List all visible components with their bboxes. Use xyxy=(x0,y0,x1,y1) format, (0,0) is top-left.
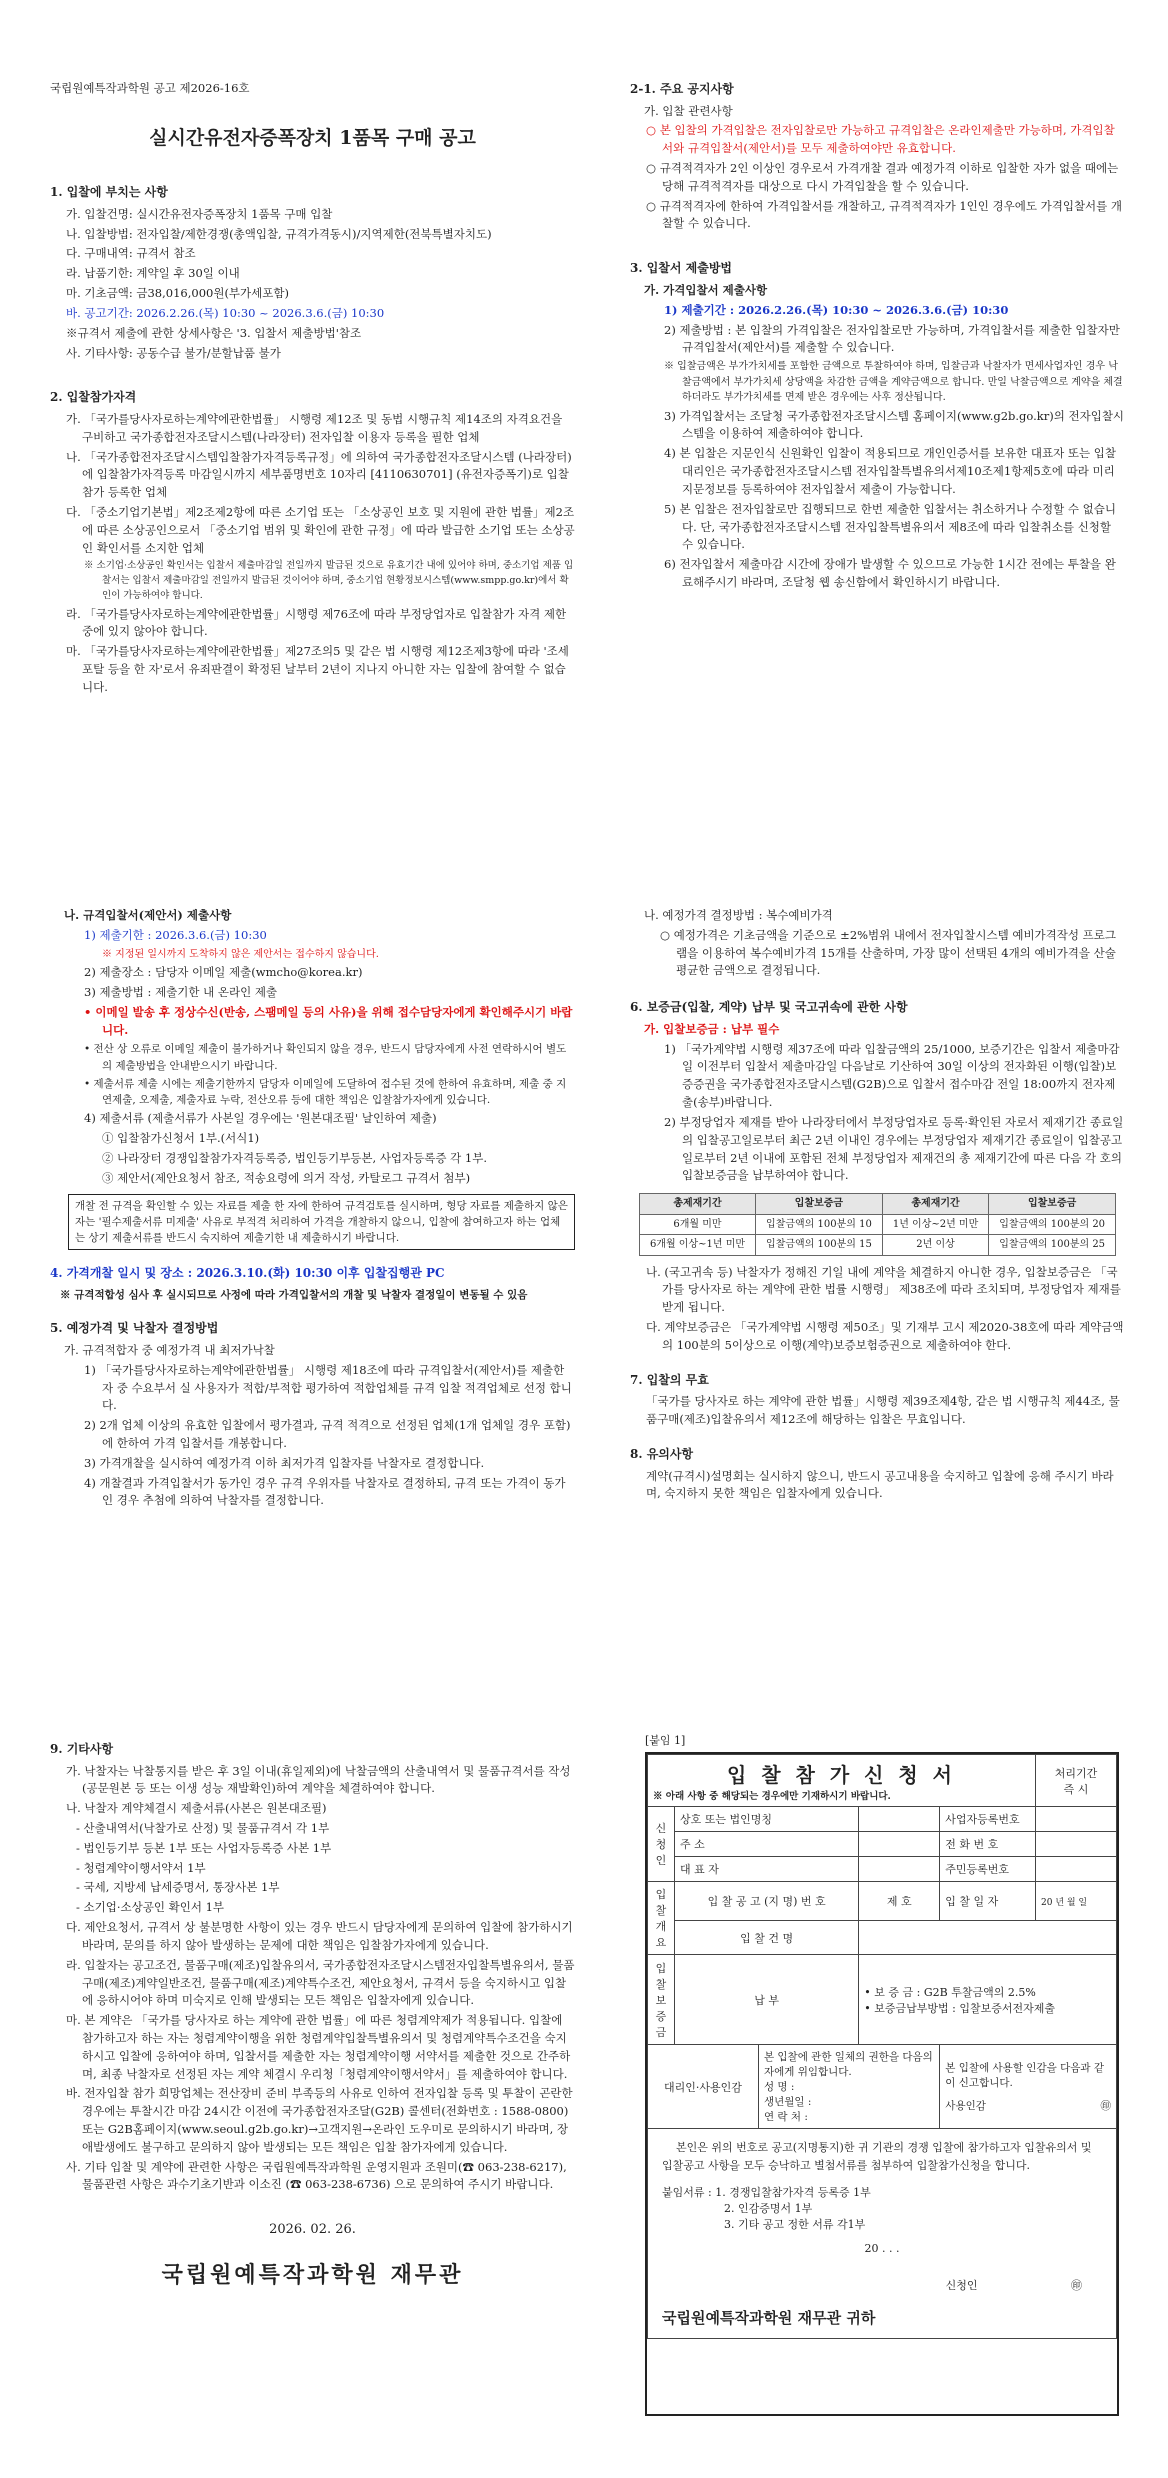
p3-item: 1) 제출기한 : 2026.3.6.(금) 10:30 xyxy=(84,927,267,942)
form-date: 20 . . . xyxy=(864,2242,900,2256)
s9-doc: - 법인등기부 등본 1부 또는 사업자등록증 사본 1부 xyxy=(76,1840,332,1855)
deposit-info xyxy=(859,1955,1117,2045)
agent-text: 본 입찰에 관한 일체의 권한을 다음의 자에게 위임합니다. xyxy=(763,2051,933,2078)
form-label: 대 표 자 xyxy=(675,1857,859,1882)
s6-after: 나. (국고귀속 등) 낙찰자가 정해진 기일 내에 계약을 체결하지 아니한 경우, 입찰보증금은 「국가를 당사자로 하는 계약에 관한 법률 시행령」 제38조에 따라 조치되며, 부정당업자 제재를 받게 됩니다. xyxy=(646,1264,1121,1315)
s9-doc: - 소기업·소상공인 확인서 1부 xyxy=(76,1900,225,1915)
table-cell: 1년 이상~2년 미만 xyxy=(882,1214,988,1235)
p3-note: ※ 지정된 일시까지 도착하지 않은 제안서는 접수하지 않습니다. xyxy=(102,948,379,960)
deposit-line: • 보증금납부방법 : 입찰보증서전자제출 xyxy=(864,2001,1055,2015)
p3-sub: 나. 규격입찰서(제안서) 제출사항 xyxy=(64,908,232,922)
form-note: ※ 아래 사항 중 해당되는 경우에만 기재하시기 바랍니다. xyxy=(653,1791,891,1802)
section-1-heading: 1. 입찰에 부치는 사항 xyxy=(50,185,168,200)
s2-note: ※ 소기업·소상공인 확인서는 입찰서 제출마감일 전일까지 발급된 것으로 유효기간 내에 있어야 하며, 중소기업 제품 입찰서는 입찰서 제출마감일 전일까지 발급된 것이어야 하며, 중소기업 현황정보시스템(www.smpp.go.kr)에서 확인이 가능하여야 합니다. xyxy=(84,560,574,601)
form-field[interactable] xyxy=(859,1807,940,1832)
applicant-label: 신청인 xyxy=(945,2279,978,2293)
s9-doc: - 국세, 지방세 납세증명서, 통장사본 1부 xyxy=(76,1880,280,1895)
p3-bullet: • 제출서류 제출 시에는 제출기한까지 담당자 이메일에 도달하여 접수된 것에 한하여 유효하며, 제출 중 지연제출, 오제출, 제출자료 누락, 전산오류 등에 대한 책임은 입찰참가자에게 있습니다. xyxy=(84,1077,567,1107)
applicant-seal: ㊞ xyxy=(1071,2279,1082,2293)
section-2-1-heading: 2-1. 주요 공지사항 xyxy=(630,82,734,96)
s2-item: 다. 「중소기업기본법」제2조제2항에 따른 소기업 또는 「소상공인 보호 및 지원에 관한 법률」제2조에 따른 소상공인으로서 「중소기업 범위 및 확인에 관한 규정」에 따라 발급한 소기업 또는 소상공인 확인서를 소지한 업체 xyxy=(66,505,575,555)
agent-cell xyxy=(758,2045,939,2129)
section-4-heading: 4. 가격개찰 일시 및 장소 : 2026.3.10.(화) 10:30 이후 입찰집행관 PC xyxy=(50,1266,445,1281)
sanction-table xyxy=(639,1193,1116,1256)
page-3 xyxy=(50,905,575,1512)
s2-item: 나. 「국가종합전자조달시스템입찰참가자격등록규정」에 의하여 국가종합전자조달시스템 (나라장터)에 입찰참가자격등록 마감일시까지 세부품명번호 10자리 [4110630701] (유전자증폭기)로 입찰참가 등록한 업체 xyxy=(66,449,572,500)
period-cell xyxy=(1036,1755,1117,1807)
table-cell: 입찰금액의 100분의 25 xyxy=(989,1235,1116,1256)
s8-text: 계약(규격시)설명회는 실시하지 않으니, 반드시 공고내용을 숙지하고 입찰에 응해 주시기 바라며, 숙지하지 못한 책임은 입찰자에게 있습니다. xyxy=(646,1468,1114,1501)
deposit-label: 입찰보증금 xyxy=(648,1955,675,2045)
s9-doc: - 청렴계약이행서약서 1부 xyxy=(76,1860,206,1875)
s3-item: 4) 본 입찰은 지문인식 신원확인 입찰이 적용되므로 개인인증서를 보유한 대표자 또는 입찰대리인은 국가종합전자조달시스템 전자입찰특별유의서제10조제1항제5호에 따라 미리 지문정보를 등록하여야 전자입찰서 제출이 가능합니다. xyxy=(664,446,1116,496)
s5-item: 1) 「국가를당사자로하는계약에관한법률」 시행령 제18조에 따라 규격입찰서(제안서)를 제출한 자 중 수요부서 실 사용자가 적합/부적합 평가하여 적합업체를 규격 입찰 적격업체로 선정 합니다. xyxy=(84,1362,572,1413)
s7-text: 「국가를 당사자로 하는 계약에 관한 법률」시행령 제39조제4항, 같은 법 시행규칙 제44조, 물품구매(제조)입찰유의서 제12조에 해당하는 입찰은 무효입니다. xyxy=(646,1394,1120,1427)
page-2 xyxy=(630,80,1125,594)
p3-bullet: • 이메일 발송 후 정상수신(반송, 스팸메일 등의 사유)을 위해 접수담당자에게 확인해주시기 바랍니다. xyxy=(84,1004,573,1037)
s9-item: 바. 전자입찰 참가 희망업체는 전산장비 준비 부족등의 사유로 인하여 전자입찰 등록 및 투찰이 곤란한 경우에는 투찰시간 마감 24시간 이전에 국가종합전자조달(G2B) 콜센터(전화번호 : 1588-0800) 또는 G2B홈페이지(www.seoul.g2b.go.kr)→고객지원→온라인 도우미로 문의하시기 바라며, 장애발생에도 불구하고 문의하지 않아 발생되는 모든 책임은 입찰 참가자에게 있습니다. xyxy=(66,2086,573,2154)
period-value: 즉 시 xyxy=(1063,1782,1089,1796)
attach-line: 3. 기타 공고 정한 서류 각1부 xyxy=(724,2218,866,2232)
table-cell: 입찰금액의 100분의 15 xyxy=(756,1235,883,1256)
p3-item: 4) 제출서류 (제출서류가 사본일 경우에는 '원본대조필' 날인하여 제출) xyxy=(84,1111,437,1126)
table-header: 총제재기간 xyxy=(639,1194,755,1215)
application-form xyxy=(645,1752,1119,2416)
p3-item: 2) 제출장소 : 담당자 이메일 제출(wmcho@korea.kr) xyxy=(84,965,363,980)
p3-bullet: • 전산 상 오류로 이메일 제출이 불가하거나 확인되지 않을 경우, 반드시 담당자에게 사전 연락하시어 별도의 제출방법을 안내받으시기 바랍니다. xyxy=(84,1043,567,1072)
p3-item: 3) 제출방법 : 제출기한 내 온라인 제출 xyxy=(84,984,278,999)
table-cell: 6개월 미만 xyxy=(639,1214,755,1235)
s2-item: 가. 「국가를당사자로하는계약에관한법률」 시행령 제12조 및 동법 시행규칙 제14조의 자격요건을 구비하고 국가종합전자조달시스템(나라장터) 전자입찰 이용자 등록을 필한 업체 xyxy=(66,411,563,444)
agent-label: 대리인·사용인감 xyxy=(648,2045,759,2129)
form-field[interactable]: 제 호 xyxy=(859,1882,940,1921)
section-7-heading: 7. 입찰의 무효 xyxy=(630,1372,709,1387)
agent-birth: 생년월일 : xyxy=(763,2096,812,2108)
bid-overview-label: 입찰개요 xyxy=(648,1882,675,1955)
s6-item: 1) 「국가계약법 시행령 제37조에 따라 입찰금액의 25/1000, 보증기간은 입찰서 제출마감일 이전부터 입찰서 제출마감일 다음날로 기산하여 30일 이상의 전자화된 이행(입찰)보증증권을 국가종합전자조달시스템(G2B)으로 입찰서 접수마감 전일 18:00까지 전자제출(송부)바랍니다. xyxy=(664,1041,1120,1110)
seal-cell xyxy=(940,2045,1117,2129)
s6-after: 다. 계약보증금은 「국가계약법 시행령 제50조」및 기재부 고시 제2020-38호에 따라 계약금액의 100분의 5이상으로 이행(계약)보증보험증권으로 제출하여야 한다. xyxy=(646,1320,1124,1352)
s1-item: ※규격서 제출에 관한 상세사항은 '3. 입찰서 제출방법'참조 xyxy=(66,325,362,340)
p3-doc: ③ 제안서(제안요청서 참조, 적송요령에 의거 작성, 카탈로그 규격서 첨부) xyxy=(102,1170,471,1185)
s1-item: 다. 구매내역: 규격서 참조 xyxy=(66,246,196,261)
form-field[interactable] xyxy=(859,1857,940,1882)
p4-top: 나. 예정가격 결정방법 : 복수예비가격 xyxy=(644,908,833,922)
form-field[interactable] xyxy=(859,1921,1117,1955)
attach-line: 붙임서류 : 1. 경쟁입찰참가자격 등록증 1부 xyxy=(662,2186,871,2200)
s3-item: 2) 제출방법 : 본 입찰의 가격입찰은 전자입찰로만 가능하며, 가격입찰서를 제출한 입찰자만 규격입찰서(제안서)를 제출할 수 있습니다. xyxy=(664,322,1120,355)
s9-item: 가. 낙찰자는 낙찰통지를 받은 후 3일 이내(휴일제외)에 낙찰금액의 산출내역서 및 물품규격서를 작성(공문원본 등 또는 이생 성능 재발확인)하여 계약을 체결하여야 합니다. xyxy=(66,1763,571,1796)
form-recipient: 국립원예특작과학원 재무관 귀하 xyxy=(662,2309,876,2328)
s5-item: 4) 개찰결과 가격입찰서가 동가인 경우 규격 우위자를 낙찰자로 결정하되, 규격 또는 가격이 동가인 경우 추첨에 의하여 낙찰자를 결정합니다. xyxy=(84,1475,566,1508)
table-header: 입찰보증금 xyxy=(989,1194,1116,1215)
seal-mark: ㊞ xyxy=(1100,2100,1111,2112)
form-title: 입 찰 참 가 신 청 서 xyxy=(726,1763,957,1787)
attach-line: 2. 인감증명서 1부 xyxy=(724,2202,813,2216)
attachment-tag: [붙임 1] xyxy=(645,1734,686,1747)
s21-item: ○ 규격적격자에 한하여 가격입찰서를 개찰하고, 규격적격자가 1인인 경우에도 가격입찰서를 개찰할 수 있습니다. xyxy=(646,198,1123,231)
form-label: 전 화 번 호 xyxy=(940,1832,1036,1857)
s1-item: 나. 입찰방법: 전자입찰/제한경쟁(총액입찰, 규격가격동시)/지역제한(전북특별자치도) xyxy=(66,226,492,241)
s21-sub: 가. 입찰 관련사항 xyxy=(644,103,733,118)
agent-name: 성 명 : xyxy=(763,2081,795,2093)
form-body-text: 본인은 위의 번호로 공고(지명통지)한 귀 기관의 경쟁 입찰에 참가하고자 입찰유의서 및 입찰공고 사항을 모두 승낙하고 별첨서류를 첨부하여 입찰참가신청을 합니다. xyxy=(662,2141,1092,2172)
page-5 xyxy=(50,1740,575,2293)
agent-phone: 연 락 처 : xyxy=(763,2111,808,2123)
s3-item: 5) 본 입찰은 전자입찰로만 집행되므로 한번 제출한 입찰서는 취소하거나 수정할 수 없습니다. 단, 국가종합전자조달시스템 전자입찰특별유의서 제8조에 따라 입찰취소를 신청할 수 있습니다. xyxy=(664,501,1116,552)
p3-doc: ① 입찰참가신청서 1부.(서식1) xyxy=(102,1131,260,1146)
section-6-heading: 6. 보증금(입찰, 계약) 납부 및 국고귀속에 관한 사항 xyxy=(630,1000,908,1015)
applicant-sign xyxy=(662,2277,1102,2293)
form-label: 입 찰 건 명 xyxy=(675,1921,859,1955)
announce-date: 2026. 02. 26. xyxy=(269,2222,356,2238)
seal-row xyxy=(945,2098,1111,2113)
section-3-heading: 3. 입찰서 제출방법 xyxy=(630,261,733,276)
table-cell: 입찰금액의 100분의 10 xyxy=(756,1214,883,1235)
s9-item: 라. 입찰자는 공고조건, 물품구매(제조)입찰유의서, 국가종합전자조달시스템전자입찰특별유의서, 물품구매(제조)계약일반조건, 물품구매(제조)계약특수조건, 제안요청서, 규격서 등을 숙지하시고 입찰에 응하시어야 하며 미숙지로 인해 발생되는 모든 책임은 입찰자에게 있습니다. xyxy=(66,1957,575,2008)
s3-sub: 가. 가격입찰서 제출사항 xyxy=(644,282,768,297)
form-field[interactable] xyxy=(1036,1807,1117,1832)
s1-item: 마. 기초금액: 금38,016,000원(부가세포함) xyxy=(66,286,289,301)
form-label: 주민등록번호 xyxy=(940,1857,1036,1882)
s3-item: 6) 전자입찰서 제출마감 시간에 장애가 발생할 수 있으므로 가능한 1시간 전에는 투찰을 완료해주시기 바라며, 조달청 웹 송신함에서 확인하시기 바랍니다. xyxy=(664,557,1116,589)
form-label: 사업자등록번호 xyxy=(940,1807,1036,1832)
issuing-org: 국립원예특작과학원 재무관 xyxy=(161,2262,464,2289)
s4-note: ※ 규격적합성 심사 후 실시되므로 사정에 따라 가격입찰서의 개찰 및 낙찰자 결정일이 변동될 수 있음 xyxy=(60,1289,528,1302)
deposit-line: • 보 증 금 : G2B 투찰금액의 2.5% xyxy=(864,1985,1036,1999)
section-2-heading: 2. 입찰참가자격 xyxy=(50,390,137,405)
s6-item: 2) 부정당업자 제재를 받아 나라장터에서 부정당업자로 등록·확인된 자로서 제재기간 종료일의 입찰공고일로부터 최근 2년 이내인 경우에는 부정당업자 제재기간 종료일이 입찰공고일로부터 2년 이내에 포함된 전체 부정당업자 제재건의 총 제재기간에 따른 다음 각 호의 입찰보증금을 납부하여야 합니다. xyxy=(664,1114,1124,1183)
table-cell: 입찰금액의 100분의 20 xyxy=(989,1214,1116,1235)
s6-sub: 가. 입찰보증금 : 납부 필수 xyxy=(644,1021,780,1036)
s9-item: 마. 본 계약은 「국가를 당사자로 하는 계약에 관한 법률」에 따른 청렴계약제가 적용됩니다. 입찰에 참가하고자 하는 자는 청렴계약이행을 위한 청렴계약입찰특별유의서 및 청렴계약특수조건을 숙지하시고 입찰에 응하여야 하며, 입찰서를 제출한 자는 청렴계약이행 서약서를 제출한 것으로 간주하며, 최종 낙찰자로 선정된 자는 계약 체결시 우리청「청렴계약이행서약서」를 제출하여야 합니다. xyxy=(66,2013,571,2081)
s3-item: 1) 제출기간 : 2026.2.26.(목) 10:30 ~ 2026.3.6.(금) 10:30 xyxy=(664,302,1009,317)
s9-item: 사. 기타 입찰 및 계약에 관련한 사항은 국립원예특작과학원 운영지원과 조원미(☎ 063-238-6217), 물품관련 사항은 과수기초기반과 이소진 (☎ 063-238-6736) 으로 문의하여 주시기 바랍니다. xyxy=(66,2159,567,2192)
form-field[interactable]: 20 년 월 일 xyxy=(1036,1882,1117,1921)
seal-text: 본 입찰에 사용할 인감을 다음과 같이 신고합니다. xyxy=(945,2062,1104,2089)
s1-item: 바. 공고기간: 2026.2.26.(목) 10:30 ~ 2026.3.6.(금) 10:30 xyxy=(66,305,385,320)
s3-note: ※ 입찰금액은 부가가치세를 포함한 금액으로 투찰하여야 하며, 입찰금과 낙찰자가 면세사업자인 경우 낙찰금액에서 부가가치세 상당액을 차감한 금액을 계약금액으로 합니다. 만일 낙찰금액으로 계약을 체결하더라도 부가가치세를 면제 받은 경우에는 사후 정산됩니다. xyxy=(664,361,1123,404)
s5-sub: 가. 규격적합자 중 예정가격 내 최저가낙찰 xyxy=(64,1342,275,1357)
form-label: 입 찰 일 자 xyxy=(940,1882,1036,1921)
applicant-label: 신청인 xyxy=(648,1807,675,1882)
s1-item: 사. 기타사항: 공동수급 불가/분할납품 불가 xyxy=(66,345,281,360)
period-label: 처리기간 xyxy=(1054,1766,1098,1780)
s9-item: 나. 낙찰자 계약체결시 제출서류(사본은 원본대조필) xyxy=(66,1801,327,1816)
form-body xyxy=(648,2129,1117,2339)
form-label: 주 소 xyxy=(675,1832,859,1857)
s1-item: 가. 입찰건명: 실시간유전자증폭장치 1품목 구매 입찰 xyxy=(66,206,333,221)
table-header: 총제재기간 xyxy=(882,1194,988,1215)
table-cell: 2년 이상 xyxy=(882,1235,988,1256)
page-4 xyxy=(630,905,1125,1505)
s2-item: 라. 「국가를당사자로하는계약에관한법률」시행령 제76조에 따라 부정당업자로 입찰참가 자격 제한 중에 있지 않아야 합니다. xyxy=(66,606,567,639)
s5-item: 3) 가격개찰을 실시하여 예정가격 이하 최저가격 입찰자를 낙찰자로 결정합니다. xyxy=(84,1455,485,1470)
form-label: 상호 또는 법인명칭 xyxy=(675,1807,859,1832)
s9-doc: - 산출내역서(낙찰가로 산정) 및 물품규격서 각 1부 xyxy=(76,1821,330,1836)
section-9-heading: 9. 기타사항 xyxy=(50,1742,114,1756)
table-cell: 6개월 이상~1년 미만 xyxy=(639,1235,755,1256)
section-5-heading: 5. 예정가격 및 낙찰자 결정방법 xyxy=(50,1321,219,1336)
form-header xyxy=(648,1755,1036,1807)
table-header: 입찰보증금 xyxy=(756,1194,883,1215)
page-title: 실시간유전자증폭장치 1품목 구매 공고 xyxy=(149,126,476,149)
p3-doc: ② 나라장터 경쟁입찰참가자격등록증, 법인등기부등본, 사업자등록증 각 1부. xyxy=(102,1151,487,1166)
s2-item: 마. 「국가를당사자로하는계약에관한법률」제27조의5 및 같은 법 시행령 제12조제3항에 따라 '조세포탈 등을 한 자'로서 유죄판결이 확정된 날부터 2년이 지나지 아니한 자는 입찰에 참여할 수 없습니다. xyxy=(66,644,569,694)
form-label: 입 찰 공 고 (지 명) 번 호 xyxy=(675,1882,859,1921)
p4-top-item: ○ 예정가격은 기초금액을 기준으로 ±2%범위 내에서 전자입찰시스템 예비가격작성 프로그램을 이용하여 복수예비가격 15개를 산출하며, 가장 많이 선택된 4개의 예비가격을 산술 평균한 금액으로 결정됩니다. xyxy=(660,927,1116,978)
section-8-heading: 8. 유의사항 xyxy=(630,1446,694,1461)
s1-item: 라. 납품기한: 계약일 후 30일 이내 xyxy=(66,266,240,281)
notice-box: 개찰 전 규격을 확인할 수 있는 자료를 제출 한 자에 한하여 규격검토를 실시하며, 형당 자료를 제출하지 않은 자는 '필수제출서류 미제출' 사유로 부적격 처리하여 가격을 개찰하지 않으니, 입찰에 참여하고자 하는 업체는 상기 제출서류를 반드시 숙지하여 제출기한 내 제출하시기 바랍니다. xyxy=(68,1194,575,1251)
notice-number: 국립원예특작과학원 공고 제2026-16호 xyxy=(50,81,250,95)
form-field[interactable] xyxy=(1036,1832,1117,1857)
form-label: 납 부 xyxy=(675,1955,859,2045)
page-1 xyxy=(50,80,575,699)
seal-label: 사용인감 xyxy=(945,2100,986,2112)
s21-item: ○ 본 입찰의 가격입찰은 전자입찰로만 가능하고 규격입찰은 온라인제출만 가능하며, 가격입찰서와 규격입찰서(제안서)를 모두 제출하여야만 유효합니다. xyxy=(646,123,1115,156)
s3-item: 3) 가격입찰서는 조달청 국가종합전자조달시스템 홈페이지(www.g2b.go.kr)의 전자입찰시스템을 이용하여 제출하여야 합니다. xyxy=(664,408,1125,441)
s21-item: ○ 규격적격자가 2인 이상인 경우로서 가격개찰 결과 예정가격 이하로 입찰한 자가 없을 때에는 당해 규격적격자를 대상으로 다시 가격입찰을 할 수 있습니다. xyxy=(646,161,1119,193)
form-field[interactable] xyxy=(859,1832,940,1857)
s5-item: 2) 2개 업체 이상의 유효한 입찰에서 평가결과, 규격 적격으로 선정된 업체(1개 업체일 경우 포함)에 한하여 가격 입찰서를 개봉합니다. xyxy=(84,1418,571,1450)
form-field[interactable] xyxy=(1036,1857,1117,1882)
s9-item: 다. 제안요청서, 규격서 상 불분명한 사항이 있는 경우 반드시 담당자에게 문의하여 입찰에 참가하시기 바라며, 문의를 하지 않아 발생하는 문제에 대한 책임은 입찰참가자에게 있습니다. xyxy=(66,1920,573,1952)
